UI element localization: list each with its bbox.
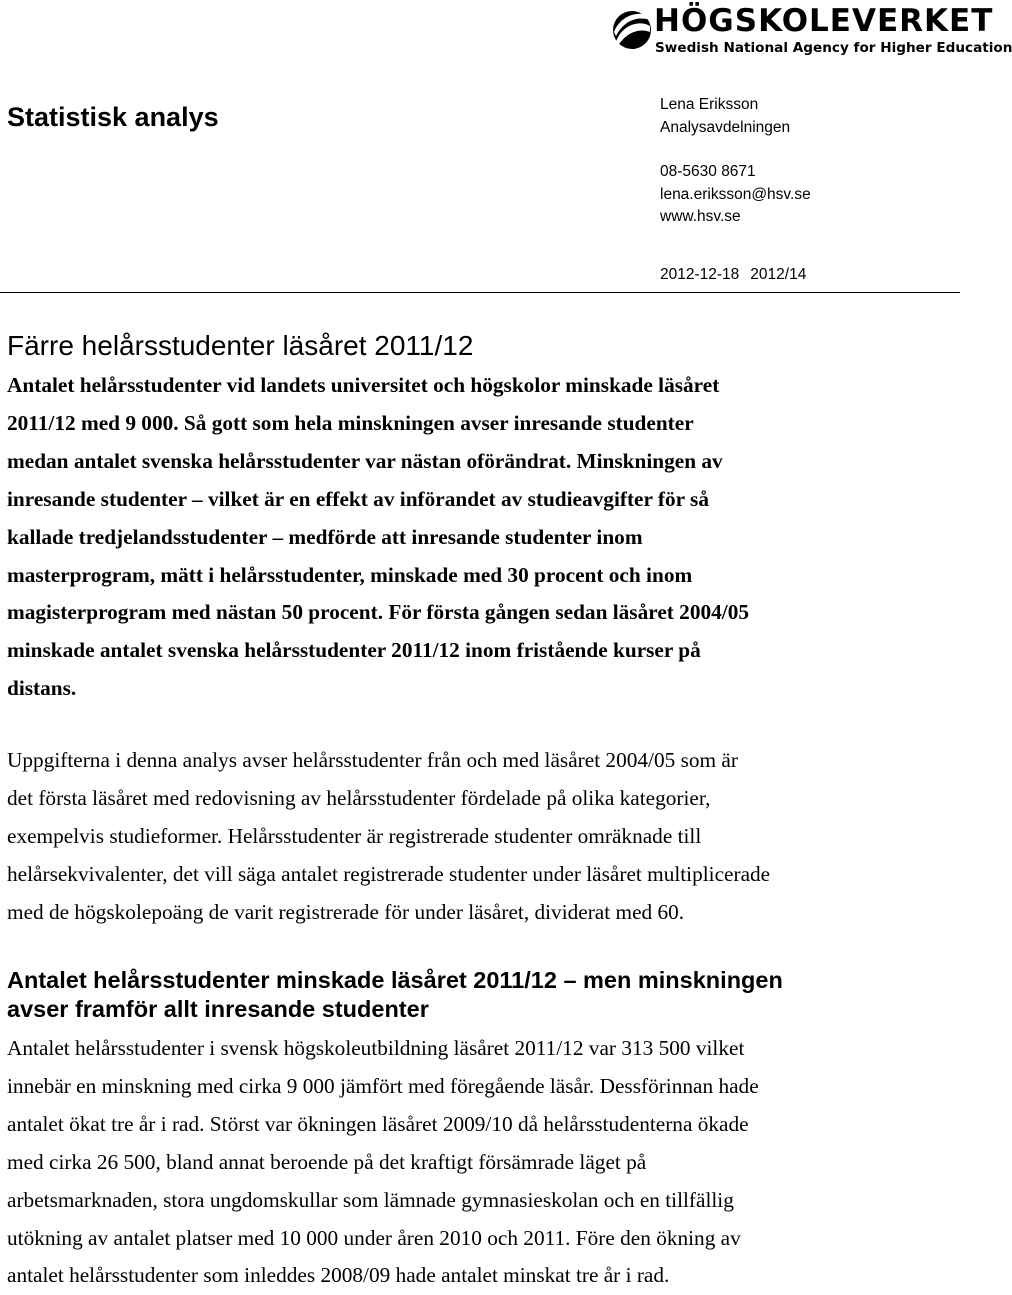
report-number: 2012/14 (750, 266, 807, 283)
lead-line: Antalet helårsstudenter vid landets universitet och högskolor minskade läsåret (7, 373, 720, 397)
agency-name: HÖGSKOLEVERKET (654, 3, 994, 39)
contact-website[interactable]: www.hsv.se (660, 208, 741, 225)
lead-line: masterprogram, mätt i helårsstudenter, minskade med 30 procent och inom (7, 562, 693, 587)
body-paragraph-definitions (7, 742, 955, 932)
body-line: utökning av antalet platser med 10 000 under åren 2010 och 2011. Före den ökning av (7, 1225, 741, 1250)
body-line: det första läsåret med redovisning av helårsstudenter fördelade på olika kategorier, (7, 785, 711, 810)
lead-line: medan antalet svenska helårsstudenter var nästan oförändrat. Minskningen av (7, 448, 723, 473)
body-line: med de högskolepoäng de varit registrerade för under läsåret, dividerat med 60. (7, 899, 685, 924)
agency-subtitle: Swedish National Agency for Higher Education (655, 40, 1012, 56)
section-heading-line: avser framför allt inresande studenter (7, 996, 429, 1022)
body-line: Uppgifterna i denna analys avser helårsstudenter från och med läsåret 2004/05 som är (7, 748, 738, 772)
agency-logo (612, 2, 1012, 64)
contact-phone: 08-5630 8671 (660, 163, 756, 180)
body-line: exempelvis studieformer. Helårsstudenter är registrerade studenter omräknade till (7, 823, 702, 848)
section-heading (7, 966, 955, 1024)
body-line: Antalet helårsstudenter i svensk högskoleutbildning läsåret 2011/12 var 313 500 vilket (7, 1036, 745, 1060)
body-line: innebär en minskning med cirka 9 000 jämfört med föregående läsår. Dessförinnan hade (7, 1073, 759, 1098)
lead-line: inresande studenter – vilket är en effekt av införandet av studieavgifter för så (7, 486, 709, 511)
lead-line: minskade antalet svenska helårsstudenter 2011/12 inom fristående kurser på (7, 638, 701, 663)
lead-line: magisterprogram med nästan 50 procent. För första gången sedan läsåret 2004/05 (7, 600, 749, 625)
section-heading-line: Antalet helårsstudenter minskade läsåret 2011/12 – men minskningen (7, 967, 783, 993)
hsv-emblem-icon (612, 2, 652, 62)
report-type-title: Statistisk analys (7, 102, 219, 132)
body-line: antalet ökat tre år i rad. Störst var ökningen läsåret 2009/10 då helårsstudenterna ökade (7, 1111, 749, 1136)
lead-line: distans. (7, 676, 77, 701)
header-divider (0, 292, 960, 293)
body-line: arbetsmarknaden, stora ungdomskullar som lämnade gymnasieskolan och en tillfällig (7, 1187, 734, 1212)
contact-name: Lena Eriksson (660, 96, 759, 113)
lead-line: kallade tredjelandsstudenter – medförde att inresande studenter inom (7, 524, 643, 549)
body-line: antalet helårsstudenter som inleddes 2008/09 hade antalet minskat tre år i rad. (7, 1263, 670, 1288)
contact-block (660, 94, 811, 229)
report-meta (660, 264, 806, 286)
contact-department: Analysavdelningen (660, 118, 791, 136)
body-line: helårsekvivalenter, det vill säga antalet registrerade studenter under läsåret multiplicerade (7, 861, 771, 886)
body-paragraph-totals (7, 1030, 955, 1295)
report-date: 2012-12-18 (660, 266, 740, 283)
lead-paragraph (7, 367, 955, 708)
lead-line: 2011/12 med 9 000. Så gott som hela minskningen avser inresande studenter (7, 410, 694, 435)
body-line: med cirka 26 500, bland annat beroende på det kraftigt försämrade läget på (7, 1149, 647, 1174)
contact-email[interactable]: lena.eriksson@hsv.se (660, 185, 811, 203)
headline: Färre helårsstudenter läsåret 2011/12 (7, 330, 474, 361)
